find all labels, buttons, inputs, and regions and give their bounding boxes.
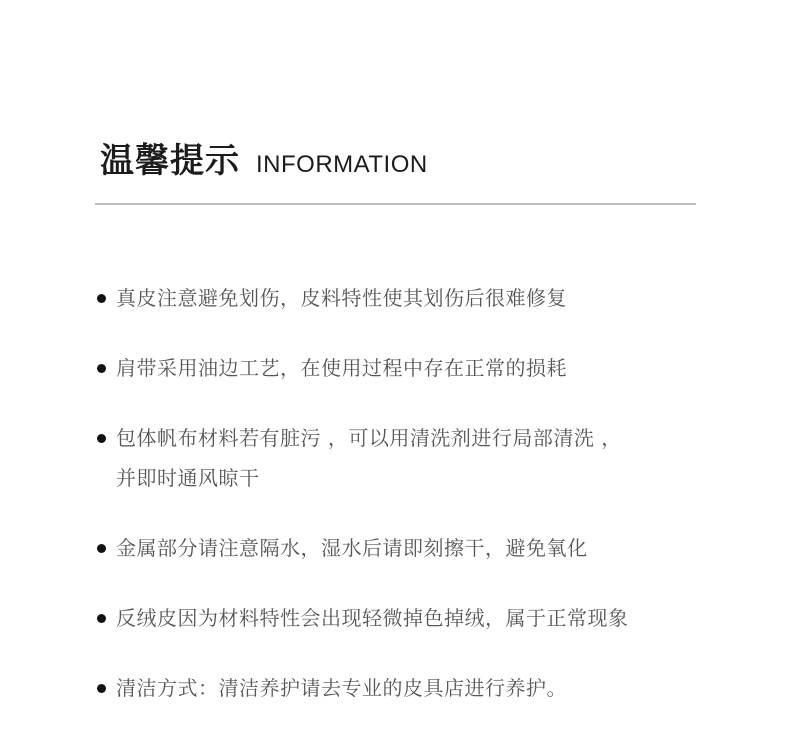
care-note-text: 金属部分请注意隔水，湿水后请即刻擦干，避免氧化 (116, 536, 588, 560)
care-note (96, 668, 736, 708)
bullet-icon (97, 364, 106, 373)
bullet-icon (97, 544, 106, 553)
care-note (96, 348, 736, 388)
care-note-text: 包体帆布材料若有脏污 ，可以用清洗剂进行局部清洗 ， 并即时通风晾干 (116, 426, 622, 490)
care-note-text: 肩带采用油边工艺，在使用过程中存在正常的损耗 (116, 356, 567, 380)
care-note (96, 528, 736, 568)
section-title: 温馨提示 (100, 141, 240, 181)
care-note (96, 598, 736, 638)
care-note-text: 反绒皮因为材料特性会出现轻微掉色掉绒，属于正常现象 (116, 606, 629, 630)
section-subtitle: INFORMATION (256, 151, 428, 178)
care-note (96, 418, 736, 498)
care-notes-list (96, 278, 736, 738)
section-header (100, 133, 428, 182)
bullet-icon (97, 434, 106, 443)
header-divider (95, 203, 696, 205)
care-note-text: 清洁方式：清洁养护请去专业的皮具店进行养护。 (116, 676, 567, 700)
care-note-text: 真皮注意避免划伤，皮料特性使其划伤后很难修复 (116, 286, 567, 310)
care-note (96, 278, 736, 318)
bullet-icon (97, 614, 106, 623)
bullet-icon (97, 294, 106, 303)
bullet-icon (97, 684, 106, 693)
